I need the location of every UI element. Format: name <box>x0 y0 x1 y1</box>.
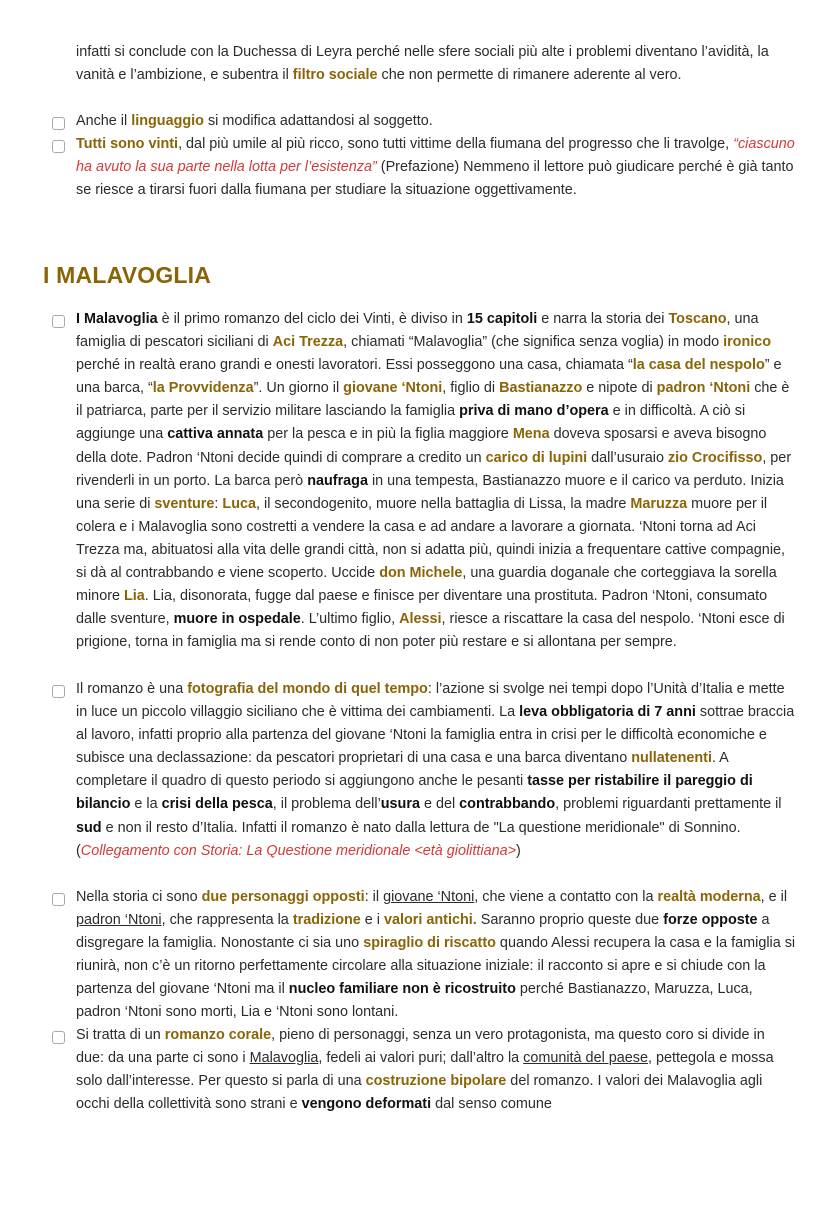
checklist-item-romanzo-corale <box>76 1024 796 1116</box>
text-run: Nella storia ci sono <box>76 889 202 905</box>
highlighted-text: “ciascuno ha avuto la sua parte nella lotta per l’esistenza” <box>76 136 795 176</box>
text-run: Saranno proprio queste due <box>476 912 664 929</box>
highlighted-text: sud <box>76 819 102 836</box>
highlighted-text: contrabbando <box>459 796 556 813</box>
text-run: : l’azione si svolge nei tempi dopo l’Unità d’Italia e mette in luce un piccolo villaggio siciliano che è vittima dei cambiamenti. La <box>76 681 785 721</box>
text-run: , pettegola e mossa solo dall’interesse. Per questo si parla di una <box>76 1050 774 1090</box>
highlighted-text: nullatenenti <box>631 750 712 767</box>
highlighted-text: Bastianazzo <box>499 380 583 397</box>
highlighted-text: cattiva annata <box>167 426 264 443</box>
text-run: , riesce a riscattare la casa del nespolo. ‘Ntoni esce di prigione, torna in famiglia ma si rende conto di non poter più restare e si allontana per sempre. <box>76 611 785 651</box>
text-run: Si tratta di un <box>76 1027 165 1043</box>
highlighted-text: tradizione <box>292 912 361 929</box>
checklist-item-linguaggio <box>76 110 796 133</box>
text-run: doveva sposarsi e aveva bisogno della dote. Padron ‘Ntoni decide quindi di comprare a credito un <box>76 426 767 466</box>
highlighted-text: sventure <box>154 495 215 512</box>
highlighted-text: crisi della pesca <box>161 796 273 813</box>
text-run: che è il patriarca, parte per il servizio militare lasciando la famiglia <box>76 380 790 420</box>
highlighted-text: Mena <box>512 426 550 443</box>
highlighted-text: fotografia del mondo di quel tempo <box>187 681 428 697</box>
highlighted-text: padron ‘Ntoni <box>76 912 162 929</box>
highlighted-text: Alessi <box>399 611 442 628</box>
checklist-item-contesto-storico <box>76 678 796 863</box>
checklist-checkbox[interactable] <box>52 1031 65 1044</box>
checklist-item-trama <box>76 308 796 654</box>
text-run: , fedeli ai valori puri; dall’altro la <box>318 1050 524 1067</box>
highlighted-text: zio Crocifisso <box>667 449 763 466</box>
highlighted-text: la Provvidenza <box>152 380 254 397</box>
text-run: , che viene a contatto con la <box>474 889 658 905</box>
checklist-item-personaggi-opposti <box>76 886 796 1025</box>
text-run: , chiamati “Malavoglia” (che significa senza voglia) in modo <box>343 334 724 351</box>
text-run: , il problema dell’ <box>272 796 381 813</box>
text-run: , per rivenderli in un porto. La barca però <box>76 449 792 489</box>
checklist-checkbox[interactable] <box>52 685 65 698</box>
highlighted-text: usura <box>380 796 420 813</box>
checklist-checkbox[interactable] <box>52 315 65 328</box>
text-run: : <box>214 495 223 512</box>
text-run: , e il <box>760 889 788 905</box>
text-run: e in difficoltà. A ciò si aggiunge una <box>76 403 746 443</box>
text-run: . Lia, disonorata, fugge dal paese e finisce per diventare una prostituta. Padron ‘Ntoni, consumato dalle sventure, <box>76 588 768 628</box>
text-run: in una tempesta, Bastianazzo muore e il carico va perduto. Inizia una serie di <box>76 472 784 512</box>
highlighted-text: ironico <box>723 334 772 351</box>
highlighted-text: I Malavoglia <box>76 311 158 327</box>
highlighted-text: due personaggi opposti <box>201 889 365 905</box>
text-run: . L’ultimo figlio, <box>300 611 400 628</box>
highlighted-text: Malavoglia <box>249 1050 319 1067</box>
highlighted-text: priva di mano d’opera <box>459 403 609 420</box>
text-run: , una guardia doganale che corteggiava la sorella minore <box>76 565 777 605</box>
highlighted-text: costruzione bipolare <box>365 1073 507 1090</box>
highlighted-text: Maruzza <box>630 495 688 512</box>
text-run: . A completare il quadro di questo periodo si aggiungono anche le pesanti <box>76 750 728 790</box>
highlighted-text: spiraglio di riscatto <box>363 935 496 952</box>
highlighted-text: Tutti sono vinti <box>76 136 179 152</box>
text-run: , che rappresenta la <box>161 912 293 929</box>
text-run: , una famiglia di pescatori siciliani di <box>76 311 759 351</box>
highlighted-text: la casa del nespolo <box>632 357 765 374</box>
highlighted-text: romanzo corale <box>164 1027 272 1043</box>
checklist-checkbox[interactable] <box>52 140 65 153</box>
highlighted-text: carico di lupini <box>485 449 588 466</box>
text-run: ” e una barca, “ <box>76 357 782 397</box>
highlighted-text: leva obbligatoria di 7 anni <box>519 704 696 721</box>
paragraph-continuation <box>76 41 796 87</box>
highlighted-text: comunità del paese <box>523 1050 648 1067</box>
highlighted-text: linguaggio <box>131 113 204 129</box>
highlighted-text: Luca <box>222 495 256 512</box>
highlighted-text: padron ‘Ntoni <box>656 380 751 397</box>
text-run: e del <box>419 796 460 813</box>
text-run: muore per il colera e i Malavoglia sono costretti a vendere la casa e ad andare a lavorare a giornata. ‘Ntoni torna ad Aci Trezza ma, abituatosi alla vita delle grandi città, non si adatta più, quindi inizia a frequentare cattive compagnie, si dà al contrabbando e viene scoperto. Uccide <box>76 495 786 582</box>
highlighted-text: Toscano <box>668 311 727 327</box>
highlighted-text: don Michele <box>379 565 463 582</box>
text-run: infatti si conclude con la Duchessa di Leyra perché nelle sfere sociali più alte i problemi diventano l’avidità, la vanità e l’ambizione, e subentra il <box>76 44 769 84</box>
highlighted-text: Collegamento con Storia: La Questione meridionale <età giolittiana> <box>80 842 516 859</box>
text-run: è il primo romanzo del ciclo dei Vinti, è diviso in <box>157 311 467 327</box>
text-run: , pieno di personaggi, senza un vero protagonista, ma questo coro si divide in due: da una parte ci sono i <box>76 1027 765 1067</box>
text-run: e narra la storia dei <box>537 311 669 327</box>
highlighted-text: filtro sociale <box>292 67 378 84</box>
text-run: quando Alessi recupera la casa e la famiglia si riunirà, non c’è un ritorno perfettamente circolare alla situazione iniziale: il racconto si apre e si chiude con la partenza del giovane ‘Ntoni ma il <box>76 935 796 998</box>
text-run: e non il resto d’Italia. Infatti il romanzo è nato dalla lettura de "La questione meridionale" di Sonnino. ( <box>76 819 741 859</box>
highlighted-text: Aci Trezza <box>272 334 344 351</box>
highlighted-text: Lia <box>124 588 145 605</box>
text-run: ”. Un giorno il <box>253 380 344 397</box>
checklist-checkbox[interactable] <box>52 893 65 906</box>
text-run: (Prefazione) Nemmeno il lettore può giudicare perché è già tanto se riesce a tirarsi fuori dalla fiumana per studiare la situazione oggettivamente. <box>76 159 794 199</box>
highlighted-text: vengono deformati <box>301 1096 432 1113</box>
text-run: sottrae braccia al lavoro, infatti proprio alla partenza del giovane ‘Ntoni la famiglia entra in crisi per le difficoltà economiche e subisce una declassazione: da pescatori proprietari di una casa e una barca diventano <box>76 704 795 767</box>
highlighted-text: tasse per ristabilire il pareggio di bilancio <box>76 773 753 813</box>
highlighted-text: 15 capitoli <box>466 311 538 327</box>
text-run: , figlio di <box>442 380 500 397</box>
text-run: per la pesca e in più la figlia maggiore <box>263 426 513 443</box>
highlighted-text: naufraga <box>307 472 368 489</box>
highlighted-text: nucleo familiare non è ricostruito <box>288 981 516 998</box>
text-run: del romanzo. I valori dei Malavoglia agli occhi della collettività sono strani e <box>76 1073 763 1113</box>
text-run: e la <box>130 796 162 813</box>
section-title: I MALAVOGLIA <box>43 262 212 288</box>
text-run: dall’usuraio <box>587 449 668 466</box>
checklist-checkbox[interactable] <box>52 117 65 130</box>
text-run: si modifica adattandosi al soggetto. <box>203 113 433 129</box>
highlighted-text: forze opposte <box>663 912 758 929</box>
text-run: e i <box>360 912 384 929</box>
text-run: dal senso comune <box>431 1096 552 1113</box>
highlighted-text: giovane ‘Ntoni <box>343 380 443 397</box>
text-run: , dal più umile al più ricco, sono tutti vittime della fiumana del progresso che li travolge, <box>178 136 734 152</box>
text-run: perché in realtà erano grandi e onesti lavoratori. Essi posseggono una casa, chiamata “ <box>76 357 633 374</box>
text-run: Anche il <box>76 113 132 129</box>
checklist-item-vinti <box>76 133 796 202</box>
text-run: Il romanzo è una <box>76 681 188 697</box>
text-run: , problemi riguardanti prettamente il <box>555 796 782 813</box>
text-run: e nipote di <box>582 380 657 397</box>
text-run: che non permette di rimanere aderente al vero. <box>377 67 682 84</box>
highlighted-text: giovane ‘Ntoni <box>383 889 475 905</box>
text-run: ) <box>516 842 521 859</box>
text-run: a disgregare la famiglia. Nonostante ci sia uno <box>76 912 770 952</box>
highlighted-text: valori antichi. <box>383 912 477 929</box>
text-run: , il secondogenito, muore nella battaglia di Lissa, la madre <box>256 495 631 512</box>
text-run: : il <box>364 889 384 905</box>
highlighted-text: realtà moderna <box>657 889 761 905</box>
text-run: perché Bastianazzo, Maruzza, Luca, padron ‘Ntoni sono morti, Lia e ‘Ntoni sono lontani. <box>76 981 753 1021</box>
highlighted-text: muore in ospedale <box>173 611 301 628</box>
